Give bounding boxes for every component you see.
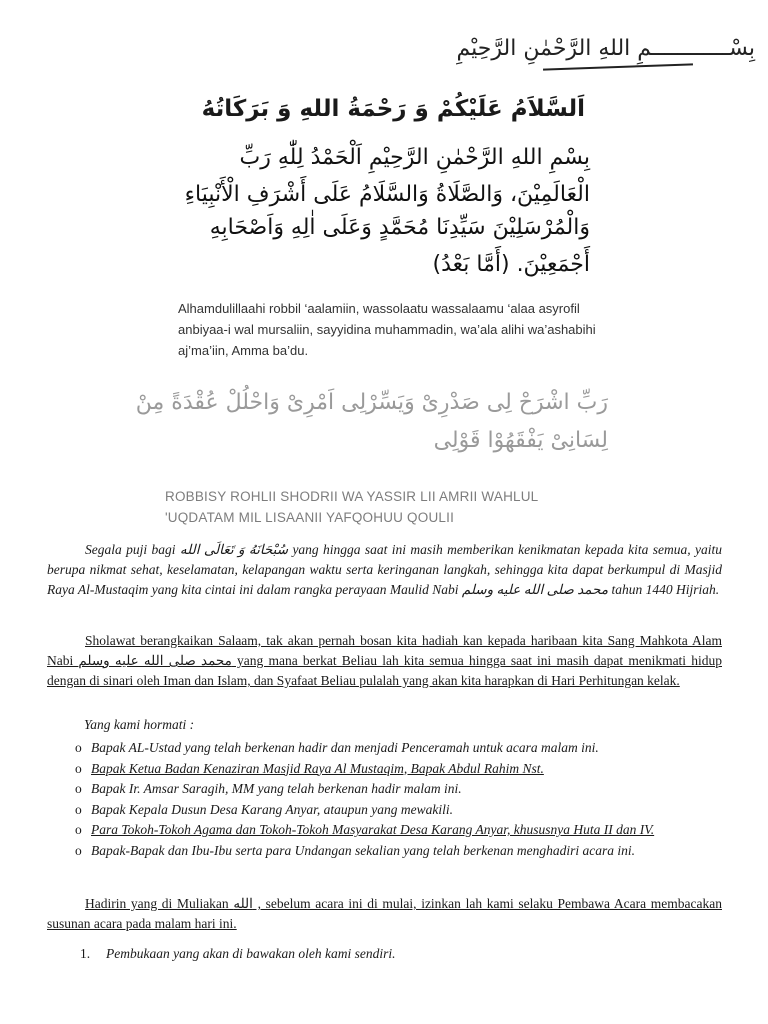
list-item: o Bapak-Bapak dan Ibu-Ibu serta para Undangan sekalian yang telah berkenan menghadiri acara ini.: [75, 842, 636, 858]
opening-transliteration: Alhamdulillaahi robbil ‘aalamiin, wassolaatu wassalaamu ‘alaa asyrofil anbiyaa-i wal mursaliin, sayyidina muhammadin, wa’ala alihi wa’ashabihi aj’ma’iin, Amma ba’du.: [178, 301, 596, 358]
salam-heading: اَلسَّلاَمُ عَلَيْكُمْ وَ رَحْمَةُ اللهِ وَ بَرَكَاتُهُ: [201, 96, 585, 122]
list-item: o Para Tokoh-Tokoh Agama dan Tokoh-Tokoh Masyarakat Desa Karang Anyar, khususnya Huta II dan IV.: [75, 822, 655, 837]
paragraph-praise: Segala puji bagi سُبْحَانَهُ وَ تَعَالَى الله yang hingga saat ini masih memberikan kenikmatan kepada kita semua, yaitu berupa nikmat sehat, keselamatan, kelapangan waktu serta keringanan langkah, sehingga kita dapat berkumpul di Masjid Raya Al-Mustaqim yang kita cintai ini dalam rangka perayaan Maulid Nabi محمد صلى الله عليه وسلم tahun 1440 Hijriah.: [47, 542, 722, 597]
doa-arabic-line-2: لِسَانِىْ يَفْقَهُوْا قَوْلِى: [433, 428, 608, 453]
doa-latin-line-2: 'UQDATAM MIL LISAANII YAFQOHUU QOULII: [165, 510, 455, 525]
basmala-calligraphy: بِسْــــــــــــمِ اللهِ الرَّحْمٰنِ الرَّحِيْمِ: [455, 36, 755, 96]
doa-latin: [165, 486, 585, 528]
list-item: o Bapak Kepala Dusun Desa Karang Anyar, ataupun yang mewakili.: [75, 801, 453, 817]
doa-arabic-line-1: رَبِّ اشْرَحْ لِى صَدْرِىْ وَيَسِّرْلِى اَمْرِىْ وَاحْلُلْ عُقْدَةً مِنْ: [135, 390, 608, 415]
list-item: o Bapak Ketua Badan Kenaziran Masjid Raya Al Mustaqim, Bapak Abdul Rahim Nst.: [75, 760, 544, 776]
agenda-item-text: Pembukaan yang akan di bawakan oleh kami sendiri.: [106, 946, 396, 961]
agenda-item-number: 1.: [80, 946, 91, 961]
hormat-label: Yang kami hormati :: [84, 717, 195, 732]
agenda-item-1: [80, 946, 395, 962]
opening-arabic-line-2: الْعَالَمِيْنَ، وَالصَّلَاةُ وَالسَّلَامُ عَلَى أَشْرَفِ الْأَنْبِيَاءِ: [184, 182, 590, 207]
paragraph-sholawat: Sholawat berangkaikan Salaam, tak akan pernah bosan kita hadiah kan kepada haribaan kita Sang Mahkota Alam Nabi محمد صلى الله عليه وسلم yang mana berkat Beliau lah kita semua hingga saat ini masih dapat menikmati hidup dengan di sinari oleh Iman dan Islam, dan Syafaat Beliau pulalah yang akan kita harapkan di Hari Perhitungan kelak.: [47, 633, 722, 688]
doa-latin-line-1: ROBBISY ROHLII SHODRII WA YASSIR LII AMRII WAHLUL: [165, 489, 539, 504]
opening-arabic-line-3: وَالْمُرْسَلِيْنَ سَيِّدِنَا مُحَمَّدٍ وَعَلَى اٰلِهِ وَاَصْحَابِهِ: [209, 215, 590, 240]
list-item: o Bapak AL-Ustad yang telah berkenan hadir dan menjadi Penceramah untuk acara malam ini.: [75, 740, 599, 755]
honored-guests-list: [75, 738, 723, 861]
calligraphy-swash: [543, 63, 693, 70]
list-item: o Bapak Ir. Amsar Saragih, MM yang telah berkenan hadir malam ini.: [75, 781, 462, 796]
opening-arabic-line-4: أَجْمَعِيْنَ. (أَمَّا بَعْدُ): [432, 252, 590, 277]
paragraph-hadirin: Hadirin yang di Muliakan الله , sebelum acara ini di mulai, izinkan lah kami selaku Pembawa Acara membacakan susunan acara pada malam hari ini.: [47, 896, 722, 931]
opening-arabic-line-1: بِسْمِ اللهِ الرَّحْمٰنِ الرَّحِيْمِ اَلْحَمْدُ لِلّٰهِ رَبِّ: [239, 145, 590, 170]
